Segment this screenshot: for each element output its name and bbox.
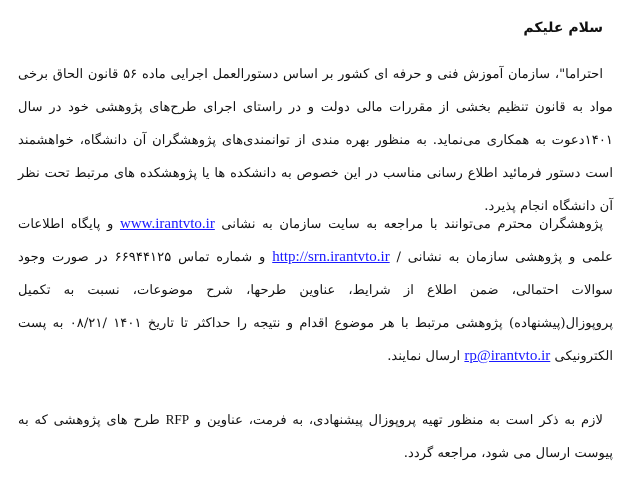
email-link[interactable]: rp@irantvto.ir — [464, 348, 551, 364]
instructions-text-2: و پایگاه اطلاعات علمی و پژوهشی سازمان به نشانی / — [18, 217, 613, 265]
instructions-text-3: و شماره تماس ۶۶۹۴۴۱۲۵ در صورت وجود سوالات احتمالی، ضمن اطلاع از شرایط، عناوین طرحها، شرح موضوعات، نسبت به تکمیل پروپوزال(پیشنهاده) پژوهشی مرتبط با هر موضوع اقدام و نتیجه را حداکثر تا تاریخ ۱۴۰۱ /۰۸/۲۱ به پست الکترونیکی — [18, 250, 613, 364]
greeting: سلام علیکم — [523, 20, 603, 36]
website-link[interactable]: www.irantvto.ir — [119, 216, 215, 232]
rfp-text-1: لازم به ذکر است به منظور تهیه پروپوزال پیشنهادی، به فرمت، عناوین و — [194, 413, 603, 428]
paragraph-rfp-note — [18, 403, 613, 470]
instructions-text-1: پژوهشگران محترم می‌توانند با مراجعه به سایت سازمان به نشانی — [221, 217, 603, 232]
rfp-text-2: طرح های پژوهشی که به پیوست ارسال می شود، مراجعه گردد. — [18, 413, 613, 461]
instructions-text-4: ارسال نمایند. — [387, 349, 461, 364]
research-portal-link[interactable]: http://srn.irantvto.ir — [272, 249, 390, 265]
paragraph-instructions — [18, 208, 613, 373]
paragraph-invitation: احتراما"، سازمان آموزش فنی و حرفه ای کشور بر اساس دستورالعمل اجرایی ماده ۵۶ قانون الحاق برخی مواد به قانون تنظیم بخشی از مقررات مالی دولت و در راستای اجرای طرح‌های پژوهشی خود در سال ۱۴۰۱دعوت به همکاری می‌نماید. به منظور بهره مندی از توانمندی‌های پژوهشگران آن دانشگاه، خواهشمند است دستور فرمائید اطلاع رسانی مناسب در این خصوص به دانشکده ها یا پژوهشکده های مرتبط تحت نظر آن دانشگاه انجام پذیرد. — [18, 67, 613, 214]
rfp-label: RFP — [165, 412, 190, 427]
